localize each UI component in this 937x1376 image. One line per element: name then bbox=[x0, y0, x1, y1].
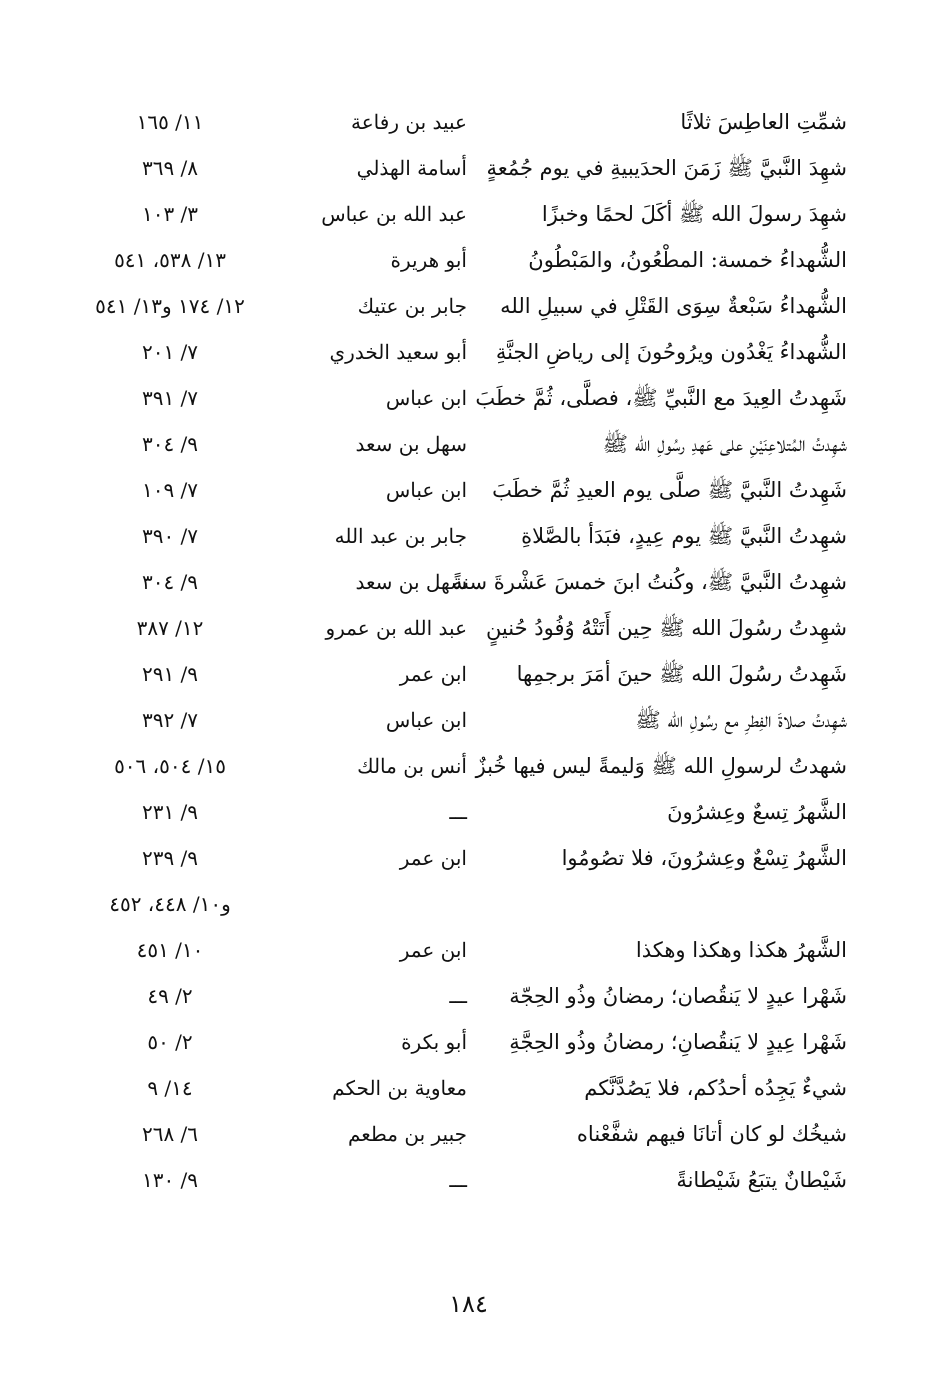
volume-page-reference: ٩/ ٢٣١ bbox=[141, 800, 199, 824]
volume-page-reference: ٩/ ٣٠٤ bbox=[141, 570, 199, 594]
index-entry bbox=[0, 652, 937, 698]
hadith-text: شمِّتِ العاطِسَ ثلاثًا bbox=[680, 110, 847, 134]
volume-page-reference: ٧/ ٣٩٢ bbox=[141, 708, 199, 732]
index-entry bbox=[0, 928, 937, 974]
narrator-name: سهل بن سعد bbox=[355, 432, 467, 456]
index-entry bbox=[0, 1066, 937, 1112]
volume-page-reference: ١٤/ ٩ bbox=[147, 1076, 193, 1100]
index-entry bbox=[0, 192, 937, 238]
narrator-name: أبو بكرة bbox=[401, 1030, 467, 1054]
narrator-name: جبير بن مطعم bbox=[347, 1122, 467, 1146]
volume-page-reference: ١٠/ ٤٥١ bbox=[136, 938, 204, 962]
narrator-name: ابن عباس bbox=[385, 386, 467, 410]
hadith-text: شهِدَ رسولَ الله ﷺ أكَلَ لحمًا وخبزًا bbox=[541, 202, 847, 226]
volume-page-reference: ٦/ ٢٦٨ bbox=[141, 1122, 199, 1146]
volume-page-reference: ٢/ ٤٩ bbox=[147, 984, 193, 1008]
volume-page-reference: ٧/ ٣٩١ bbox=[141, 386, 199, 410]
volume-page-reference: ٣/ ١٠٣ bbox=[141, 202, 199, 226]
volume-page-reference: ١٣/ ٥٣٨، ٥٤١ bbox=[114, 248, 226, 272]
narrator-name: ـــ bbox=[449, 800, 467, 824]
index-entry bbox=[0, 284, 937, 330]
narrator-name: أسامة الهذلي bbox=[356, 156, 467, 180]
volume-page-reference: ٩/ ٢٣٩ bbox=[141, 846, 199, 870]
volume-page-reference: ٧/ ١٠٩ bbox=[141, 478, 199, 502]
volume-page-reference: ٩/ ٣٠٤ bbox=[141, 432, 199, 456]
volume-page-reference: ٧/ ٢٠١ bbox=[141, 340, 199, 364]
index-entry bbox=[0, 1158, 937, 1204]
hadith-text: شهدتُ لرسولِ الله ﷺ وَليمةً ليس فيها خُبزٌ bbox=[475, 754, 847, 778]
index-entry bbox=[0, 146, 937, 192]
narrator-name: أنس بن مالك bbox=[357, 754, 467, 778]
narrator-name: جابر بن عبد الله bbox=[334, 524, 467, 548]
index-entry bbox=[0, 468, 937, 514]
narrator-name: ابن عمر bbox=[399, 846, 467, 870]
hadith-text: الشَّهرُ هكذا وهكذا وهكذا bbox=[635, 938, 847, 962]
index-entry bbox=[0, 422, 937, 468]
narrator-name: أبو سعيد الخدري bbox=[329, 340, 467, 364]
hadith-text: شَهِدتُ النَّبيَّ ﷺ صلَّى يوم العيدِ ثُمَّ خطَبَ bbox=[492, 478, 847, 502]
hadith-text: شهِدتُ النَّبيَّ ﷺ يوم عِيدٍ، فبَدَأ بالصَّلاةِ bbox=[521, 524, 847, 548]
narrator-name: سهل بن سعد bbox=[355, 570, 467, 594]
volume-page-reference: ٧/ ٣٩٠ bbox=[141, 524, 199, 548]
index-entry bbox=[0, 744, 937, 790]
narrator-name: عبد الله بن عمرو bbox=[325, 616, 467, 640]
hadith-text: الشَّهرُ تِسْعٌ وعِشرُونَ، فلا تصُومُوا bbox=[561, 846, 847, 870]
hadith-text: شَهْرا عيدٍ لا يَنقُصان؛ رمضانُ وذُو الحِجّة bbox=[509, 984, 847, 1008]
volume-page-reference: و١٠/ ٤٤٨، ٤٥٢ bbox=[109, 892, 231, 916]
hadith-text: شَيْطانٌ يتبَعُ شَيْطانةً bbox=[676, 1168, 847, 1192]
volume-page-reference: ٩/ ٢٩١ bbox=[141, 662, 199, 686]
hadith-text: شَهْرا عِيدٍ لا يَنقُصانِ؛ رمضانُ وذُو الحِجَّةِ bbox=[509, 1030, 847, 1054]
hadith-text: شهِدتُ النَّبيَّ ﷺ، وكُنتُ ابنَ خمسَ عَشْرةَ سنةً bbox=[451, 570, 847, 594]
hadith-text: شَهِدتُ رسُولَ الله ﷺ حينَ أمَرَ برجمِها bbox=[516, 662, 847, 686]
hadith-text: شهِدتُ المُتلاعِنَيْنِ على عَهدِ رسُولِ الله ﷺ bbox=[602, 432, 847, 456]
index-entry bbox=[0, 836, 937, 882]
narrator-name: عبد الله بن عباس bbox=[321, 202, 467, 226]
volume-page-reference: ٢/ ٥٠ bbox=[147, 1030, 193, 1054]
index-entry bbox=[0, 376, 937, 422]
index-entry bbox=[0, 1020, 937, 1066]
hadith-text: شَهِدتُ العِيدَ مع النَّبيِّ ﷺ، فصلَّى، ثُمَّ خطَبَ bbox=[475, 386, 847, 410]
volume-page-reference: ١٢/ ٣٨٧ bbox=[136, 616, 204, 640]
volume-page-reference: ١٥/ ٥٠٤، ٥٠٦ bbox=[114, 754, 226, 778]
index-entry bbox=[0, 882, 937, 928]
narrator-name: ابن عمر bbox=[399, 662, 467, 686]
hadith-index-list bbox=[0, 100, 937, 1204]
index-entry bbox=[0, 514, 937, 560]
hadith-text: الشُّهداءُ سَبْعةٌ سِوَى القَتْلِ في سبيلِ الله bbox=[500, 294, 847, 318]
hadith-text: الشَّهرُ تِسعٌ وعِشرُونَ bbox=[667, 800, 847, 824]
index-entry bbox=[0, 560, 937, 606]
narrator-name: أبو هريرة bbox=[390, 248, 467, 272]
index-entry bbox=[0, 1112, 937, 1158]
index-entry bbox=[0, 238, 937, 284]
index-entry bbox=[0, 330, 937, 376]
volume-page-reference: ٩/ ١٣٠ bbox=[141, 1168, 199, 1192]
narrator-name: عبيد بن رفاعة bbox=[351, 110, 467, 134]
index-entry bbox=[0, 606, 937, 652]
narrator-name: ابن عباس bbox=[385, 478, 467, 502]
hadith-text: شهِدَ النَّبيَّ ﷺ زَمَنَ الحدَيبيةِ في يوم جُمُعةٍ bbox=[486, 156, 847, 180]
index-entry bbox=[0, 100, 937, 146]
hadith-text: شيءٌ يَجِدُه أحدُكم، فلا يَصُدَّنَّكم bbox=[584, 1076, 847, 1100]
page-number: ١٨٤ bbox=[449, 1290, 488, 1318]
narrator-name: ابن عمر bbox=[399, 938, 467, 962]
volume-page-reference: ١٢/ ١٧٤ و١٣/ ٥٤١ bbox=[95, 294, 245, 318]
volume-page-reference: ١١/ ١٦٥ bbox=[136, 110, 204, 134]
narrator-name: جابر بن عتيك bbox=[357, 294, 467, 318]
hadith-text: الشُّهداءُ يَغْدُون ويرُوحُونَ إلى رياضِ الجنَّةِ bbox=[495, 340, 847, 364]
index-entry bbox=[0, 790, 937, 836]
narrator-name: ابن عباس bbox=[385, 708, 467, 732]
hadith-text: شيخُك لو كان أتانَا فيهم شفَّعْناه bbox=[576, 1122, 847, 1146]
hadith-text: شهِدتُ صلاةَ الفِطرِ مع رسُولِ الله ﷺ bbox=[635, 708, 847, 732]
narrator-name: ـــ bbox=[449, 984, 467, 1008]
index-entry bbox=[0, 974, 937, 1020]
narrator-name: ـــ bbox=[449, 1168, 467, 1192]
hadith-text: شهِدتُ رسُولَ الله ﷺ حِين أَتَتْهُ وُفُودُ حُنينٍ bbox=[485, 616, 847, 640]
volume-page-reference: ٨/ ٣٦٩ bbox=[141, 156, 199, 180]
index-entry bbox=[0, 698, 937, 744]
narrator-name: معاوية بن الحكم bbox=[332, 1076, 467, 1100]
hadith-text: الشُّهداءُ خمسة: المطْعُونُ، والمَبْطُونُ bbox=[528, 248, 847, 272]
